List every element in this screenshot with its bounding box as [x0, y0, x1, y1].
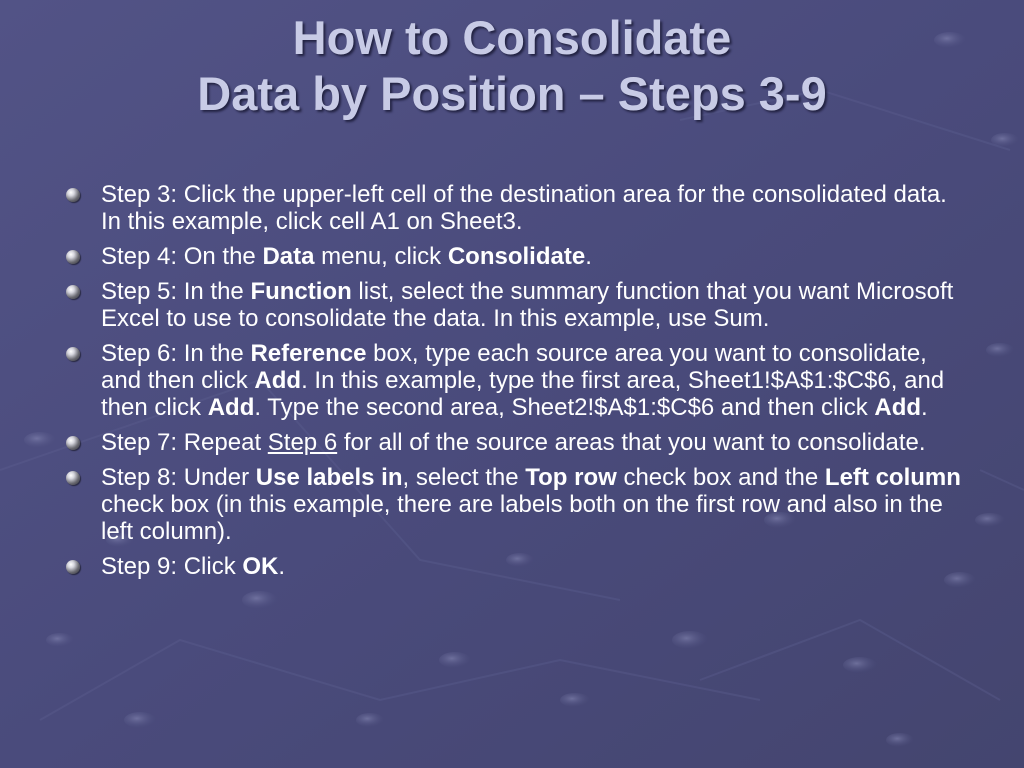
slide-title-line-1: How to Consolidate	[292, 11, 732, 64]
step-text	[101, 429, 926, 456]
step-text-run: box, type each source area you want to consolidate, and then click	[101, 340, 927, 394]
bold-term: Add	[207, 394, 255, 421]
step-text	[101, 553, 285, 580]
bullet-sphere-icon	[66, 471, 80, 485]
bold-term: Reference	[250, 340, 367, 367]
step-item	[66, 340, 966, 421]
bullet-sphere-icon	[66, 285, 80, 299]
bold-term: Add	[874, 394, 922, 421]
step-text-run: Step 3: Click the upper-left cell of the destination area for the consolidated data. In this example, click cell A1 on Sheet3.	[101, 181, 947, 235]
bullet-sphere-icon	[66, 560, 80, 574]
bold-term: Left column	[824, 464, 961, 491]
step-text-run: Step 9: Click	[101, 553, 243, 580]
step-text-run: check box (in this example, there are labels both on the first row and also in the left column).	[101, 491, 943, 545]
bold-term: Top row	[525, 464, 617, 491]
step-text-run: Step 6: In the	[101, 340, 251, 367]
step-text-run: Step 5: In the	[101, 278, 251, 305]
step-text-run: Step 8: Under	[101, 464, 256, 491]
step-text-run: .	[921, 394, 928, 421]
step-text-run: . In this example, type the first area, Sheet1!$A$1:$C$6, and then click	[101, 367, 945, 421]
step-text-run: .	[278, 553, 286, 580]
step-text-run: . Type the second area, Sheet2!$A$1:$C$6 and then click	[254, 394, 875, 421]
step-item	[66, 429, 966, 456]
step-text	[101, 278, 953, 332]
step-text-run: list, select the summary function that you want Microsoft Excel to use to consolidate the data. In this example, use Sum.	[101, 278, 954, 332]
step-link[interactable]: Step 6	[267, 429, 338, 456]
bullet-sphere-icon	[66, 347, 80, 361]
bold-term: OK	[242, 553, 279, 580]
slide-title	[0, 10, 1024, 122]
step-item	[66, 553, 966, 580]
step-text-run: , select the	[402, 464, 526, 491]
step-list	[66, 181, 966, 588]
step-text-run: .	[585, 243, 592, 270]
bold-term: Data	[262, 243, 315, 270]
bold-term: Consolidate	[447, 243, 586, 270]
step-text-run: Step 4: On the	[101, 243, 263, 270]
bold-term: Function	[250, 278, 352, 305]
step-item	[66, 243, 966, 270]
bold-term: Use labels in	[255, 464, 403, 491]
bold-term: Add	[254, 367, 302, 394]
step-text	[101, 181, 947, 235]
step-text-run: Step 7: Repeat	[101, 429, 268, 456]
bullet-sphere-icon	[66, 188, 80, 202]
step-text	[101, 464, 961, 545]
step-text	[101, 340, 944, 421]
bullet-sphere-icon	[66, 436, 80, 450]
step-text-run: menu, click	[314, 243, 448, 270]
step-item	[66, 181, 966, 235]
step-item	[66, 464, 966, 545]
slide-title-line-2: Data by Position – Steps 3-9	[197, 67, 827, 120]
step-text-run: check box and the	[616, 464, 825, 491]
step-item	[66, 278, 966, 332]
step-text	[101, 243, 592, 270]
bullet-sphere-icon	[66, 250, 80, 264]
step-text-run: for all of the source areas that you want to consolidate.	[337, 429, 926, 456]
